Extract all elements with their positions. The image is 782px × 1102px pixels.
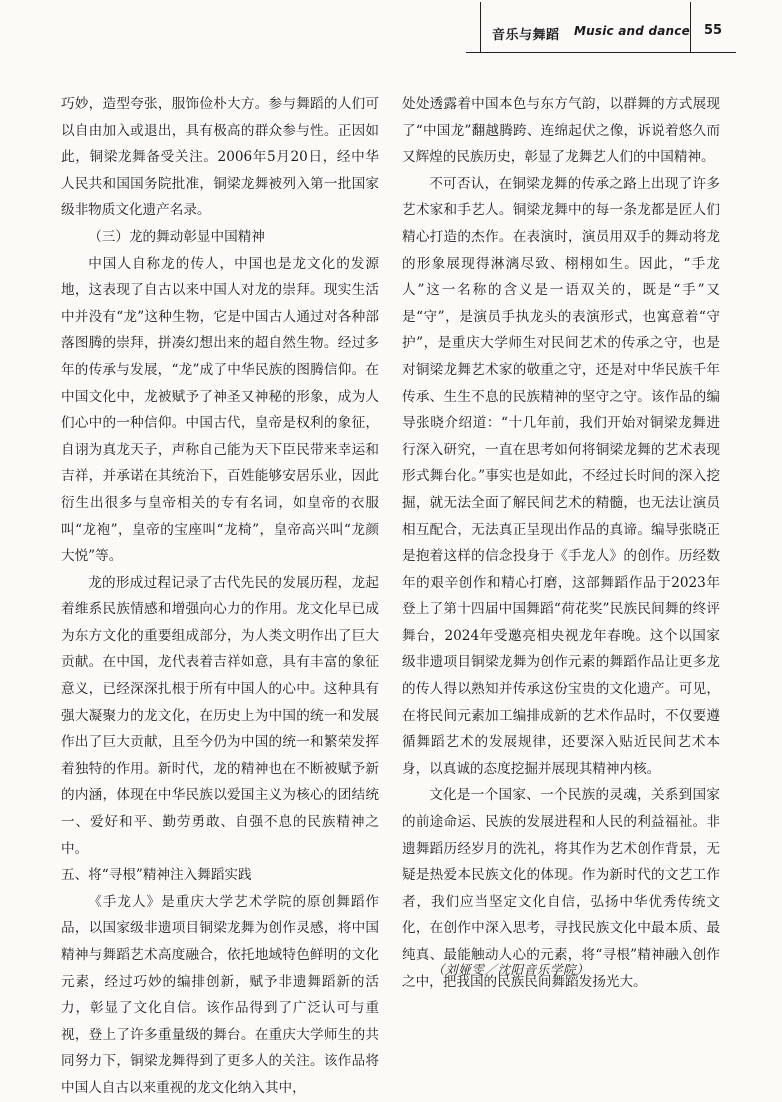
- paragraph: 文化是一个国家、一个民族的灵魂，关系到国家的前途命运、民族的发展进程和人民的利益福祉。非遗舞蹈历经岁月的洗礼，将其作为艺术创作背景，无疑是热爱本民族文化的体现。作为新时代的文艺工作者，我们应当坚定文化自信，弘扬中华优秀传统文化，在创作中深入思考，寻找民族文化中最本质、最纯真、最能触动人心的元素，将“寻根”精神融入创作之中，把我国的民族民间舞蹈发扬光大。: [402, 787, 720, 990]
- journal-title-zh: 音乐与舞蹈: [492, 28, 560, 43]
- page-number: 55: [704, 23, 723, 38]
- paragraph: 《手龙人》是重庆大学艺术学院的原创舞蹈作品，以国家级非遗项目铜梁龙舞为创作灵感，将中国精神与舞蹈艺术高度融合，依托地域特色鲜明的文化元素，经过巧妙的编排创新，赋予非遗舞蹈新的活力，彰显了文化自信。该作品得到了广泛认可与重视，登上了许多重量级的舞台。在重庆大学师生的共同努力下，铜梁龙舞得到了更多人的关注。该作品将中国人自古以来重视的龙文化纳入其中，: [61, 893, 379, 1096]
- running-header: [0, 0, 782, 62]
- header-divider: [480, 2, 481, 52]
- author-byline: （刘娅雯／沈阳音乐学院）: [432, 962, 590, 977]
- right-column: [402, 91, 720, 995]
- paragraph: 处处透露着中国本色与东方气韵，以群舞的方式展现了“中国龙”翻越腾跨、连绵起伏之像，诉说着悠久而又辉煌的民族历史，彰显了龙舞艺人们的中国精神。: [402, 96, 720, 166]
- left-column: [61, 91, 379, 1102]
- subsection-heading: （三）龙的舞动彰显中国精神: [88, 228, 265, 245]
- paragraph: 中国人自称龙的传人，中国也是龙文化的发源地，这表现了自古以来中国人对龙的崇拜。现实生活中并没有“龙”这种生物，它是中国古人通过对各种部落图腾的崇拜，拼凑幻想出来的超自然生物。经过多年的传承与发展，“龙”成了中华民族的图腾信仰。在中国文化中，龙被赋予了神圣又神秘的形象，成为人们心中的一种信仰。中国古代，皇帝是权利的象征，自诩为真龙天子，声称自己能为天下臣民带来幸运和吉祥，并承诺在其统治下，百姓能够安居乐业，因此衍生出很多与皇帝相关的专有名词，如皇帝的衣服叫“龙袍”，皇帝的宝座叫“龙椅”，皇帝高兴叫“龙颜大悦”等。: [61, 255, 379, 565]
- paragraph: 龙的形成过程记录了古代先民的发展历程，龙起着维系民族情感和增强向心力的作用。龙文化早已成为东方文化的重要组成部分，为人类文明作出了巨大贡献。在中国，龙代表着吉祥如意，具有丰富的象征意义，已经深深扎根于所有中国人的心中。这种具有强大凝聚力的龙文化，在历史上为中国的统一和发展作出了巨大贡献，且至今仍为中国的统一和繁荣发挥着独特的作用。新时代，龙的精神也在不断被赋予新的内涵，体现在中华民族以爱国主义为核心的团结统一、爱好和平、勤劳勇敢、自强不息的民族精神之中。: [61, 574, 379, 857]
- paragraph: 巧妙，造型夸张，服饰俭朴大方。参与舞蹈的人们可以自由加入或退出，具有极高的群众参与性。正因如此，铜梁龙舞备受关注。2006年5月20日，经中华人民共和国国务院批准，铜梁龙舞被列入第一批国家级非物质文化遗产名录。: [61, 96, 379, 219]
- header-rule: [466, 52, 736, 53]
- section-heading: 五、将“寻根”精神注入舞蹈实践: [61, 867, 252, 884]
- header-divider: [690, 2, 691, 52]
- paragraph: 不可否认，在铜梁龙舞的传承之路上出现了许多艺术家和手艺人。铜梁龙舞中的每一条龙都是匠人们精心打造的杰作。在表演时，演员用双手的舞动将龙的形象展现得淋漓尽致、栩栩如生。因此，“手龙人”这一名称的含义是一语双关的，既是“手”又是“守”，是演员手执龙头的表演形式，也寓意着“守护”，是重庆大学师生对民间艺术的传承之守，也是对铜梁龙舞艺术家的敬重之守，还是对中华民族千年传承、生生不息的民族精神的坚守之守。该作品的编导张晓介绍道：“十几年前，我们开始对铜梁龙舞进行深入研究，一直在思考如何将铜梁龙舞的艺术表现形式舞台化。”事实也是如此，不经过长时间的深入挖掘，就无法全面了解民间艺术的精髓，也无法让演员相互配合，无法真正呈现出作品的真谛。编导张晓正是抱着这样的信念投身于《手龙人》的创作。历经数年的艰辛创作和精心打磨，这部舞蹈作品于2023年登上了第十四届中国舞蹈“荷花奖”民族民间舞的终评舞台，2024年受邀亮相央视龙年春晚。这个以国家级非遗项目铜梁龙舞为创作元素的舞蹈作品让更多龙的传人得以熟知并传承这份宝贵的文化遗产。可见，在将民间元素加工编排成新的艺术作品时，不仅要遵循舞蹈艺术的发展规律，还要深入贴近民间艺术本身，以真诚的态度挖掘并展现其精神内核。: [402, 175, 720, 777]
- journal-title-en: Music and dance: [574, 24, 690, 38]
